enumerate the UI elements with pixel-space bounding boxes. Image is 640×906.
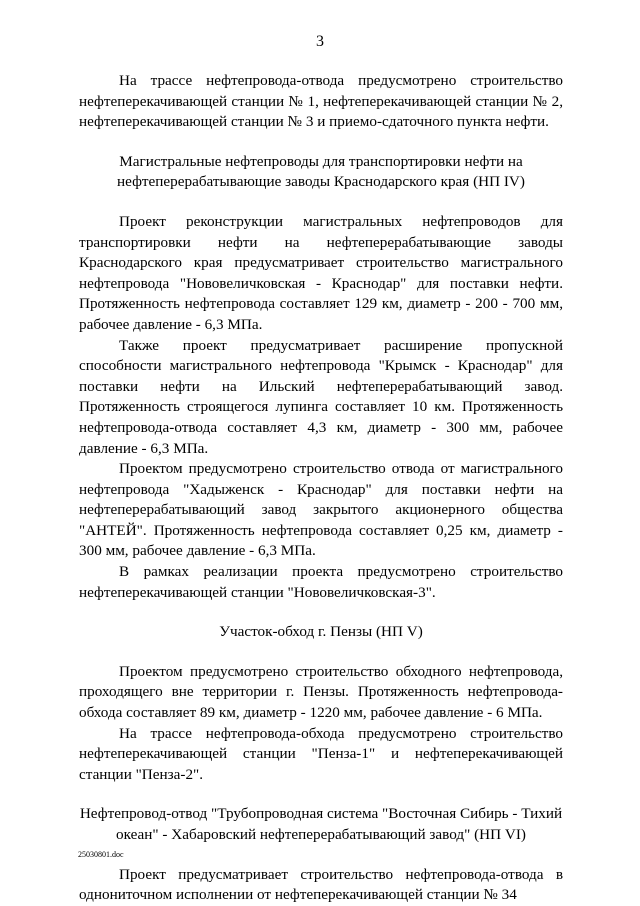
- section-heading: Магистральные нефтепроводы для транспортировки нефти на нефтеперерабатывающие заводы Краснодарского края (НП IV): [117, 152, 525, 191]
- paragraph: На трассе нефтепровода-обхода предусмотрено строительство нефтеперекачивающей станции "Пенза-1" и нефтеперекачивающей станции "Пенза-2".: [79, 724, 563, 783]
- paragraph: На трассе нефтепровода-отвода предусмотрено строительство нефтеперекачивающей станции № 1, нефтеперекачивающей станции № 2, нефтеперекачивающей станции № 3 и приемо-сдаточного пункта нефти.: [79, 72, 563, 131]
- paragraph: Проект предусматривает строительство нефтепровода-отвода в однониточном исполнении от нефтеперекачивающей станции № 34: [79, 865, 563, 904]
- paragraph: Проектом предусмотрено строительство отвода от магистрального нефтепровода "Хадыженск - Краснодар" для поставки нефти на нефтеперерабатывающий завод закрытого акционерного общества "АНТЕЙ". Протяженность нефтепровода составляет 0,25 км, диаметр - 300 мм, рабочее давление - 6,3 МПа.: [79, 460, 563, 560]
- page-number: 3: [316, 33, 324, 50]
- file-name-footer: 25030801.doc: [78, 850, 124, 859]
- paragraph: В рамках реализации проекта предусмотрено строительство нефтеперекачивающей станции "Нововеличковская-3".: [79, 563, 563, 601]
- paragraph: Также проект предусматривает расширение пропускной способности магистрального нефтепровода "Крымск - Краснодар" для поставки нефти на Ильский нефтеперерабатывающий завод. Протяженность строящегося лупинга составляет 10 км. Протяженность нефтепровода-отвода составляет 4,3 км, диаметр - 300 мм, рабочее давление - 6,3 МПа.: [79, 336, 563, 457]
- document-body: [79, 71, 563, 906]
- paragraph: Проект реконструкции магистральных нефтепроводов для транспортировки нефти на нефтеперерабатывающие заводы Краснодарского края предусматривает строительство магистрального нефтепровода "Нововеличковская - Краснодар" для поставки нефти. Протяженность нефтепровода составляет 129 км, диаметр - 200 - 700 мм, рабочее давление - 6,3 МПа.: [79, 212, 563, 333]
- section-heading: Нефтепровод-отвод "Трубопроводная система "Восточная Сибирь - Тихий океан" - Хабаровский нефтеперерабатывающий завод" (НП VI): [79, 805, 563, 843]
- paragraph: Проектом предусмотрено строительство обходного нефтепровода, проходящего вне территории г. Пензы. Протяженность нефтепровода-обхода составляет 89 км, диаметр - 1220 мм, рабочее давление - 6 МПа.: [79, 662, 563, 722]
- section-heading: Участок-обход г. Пензы (НП V): [219, 623, 423, 641]
